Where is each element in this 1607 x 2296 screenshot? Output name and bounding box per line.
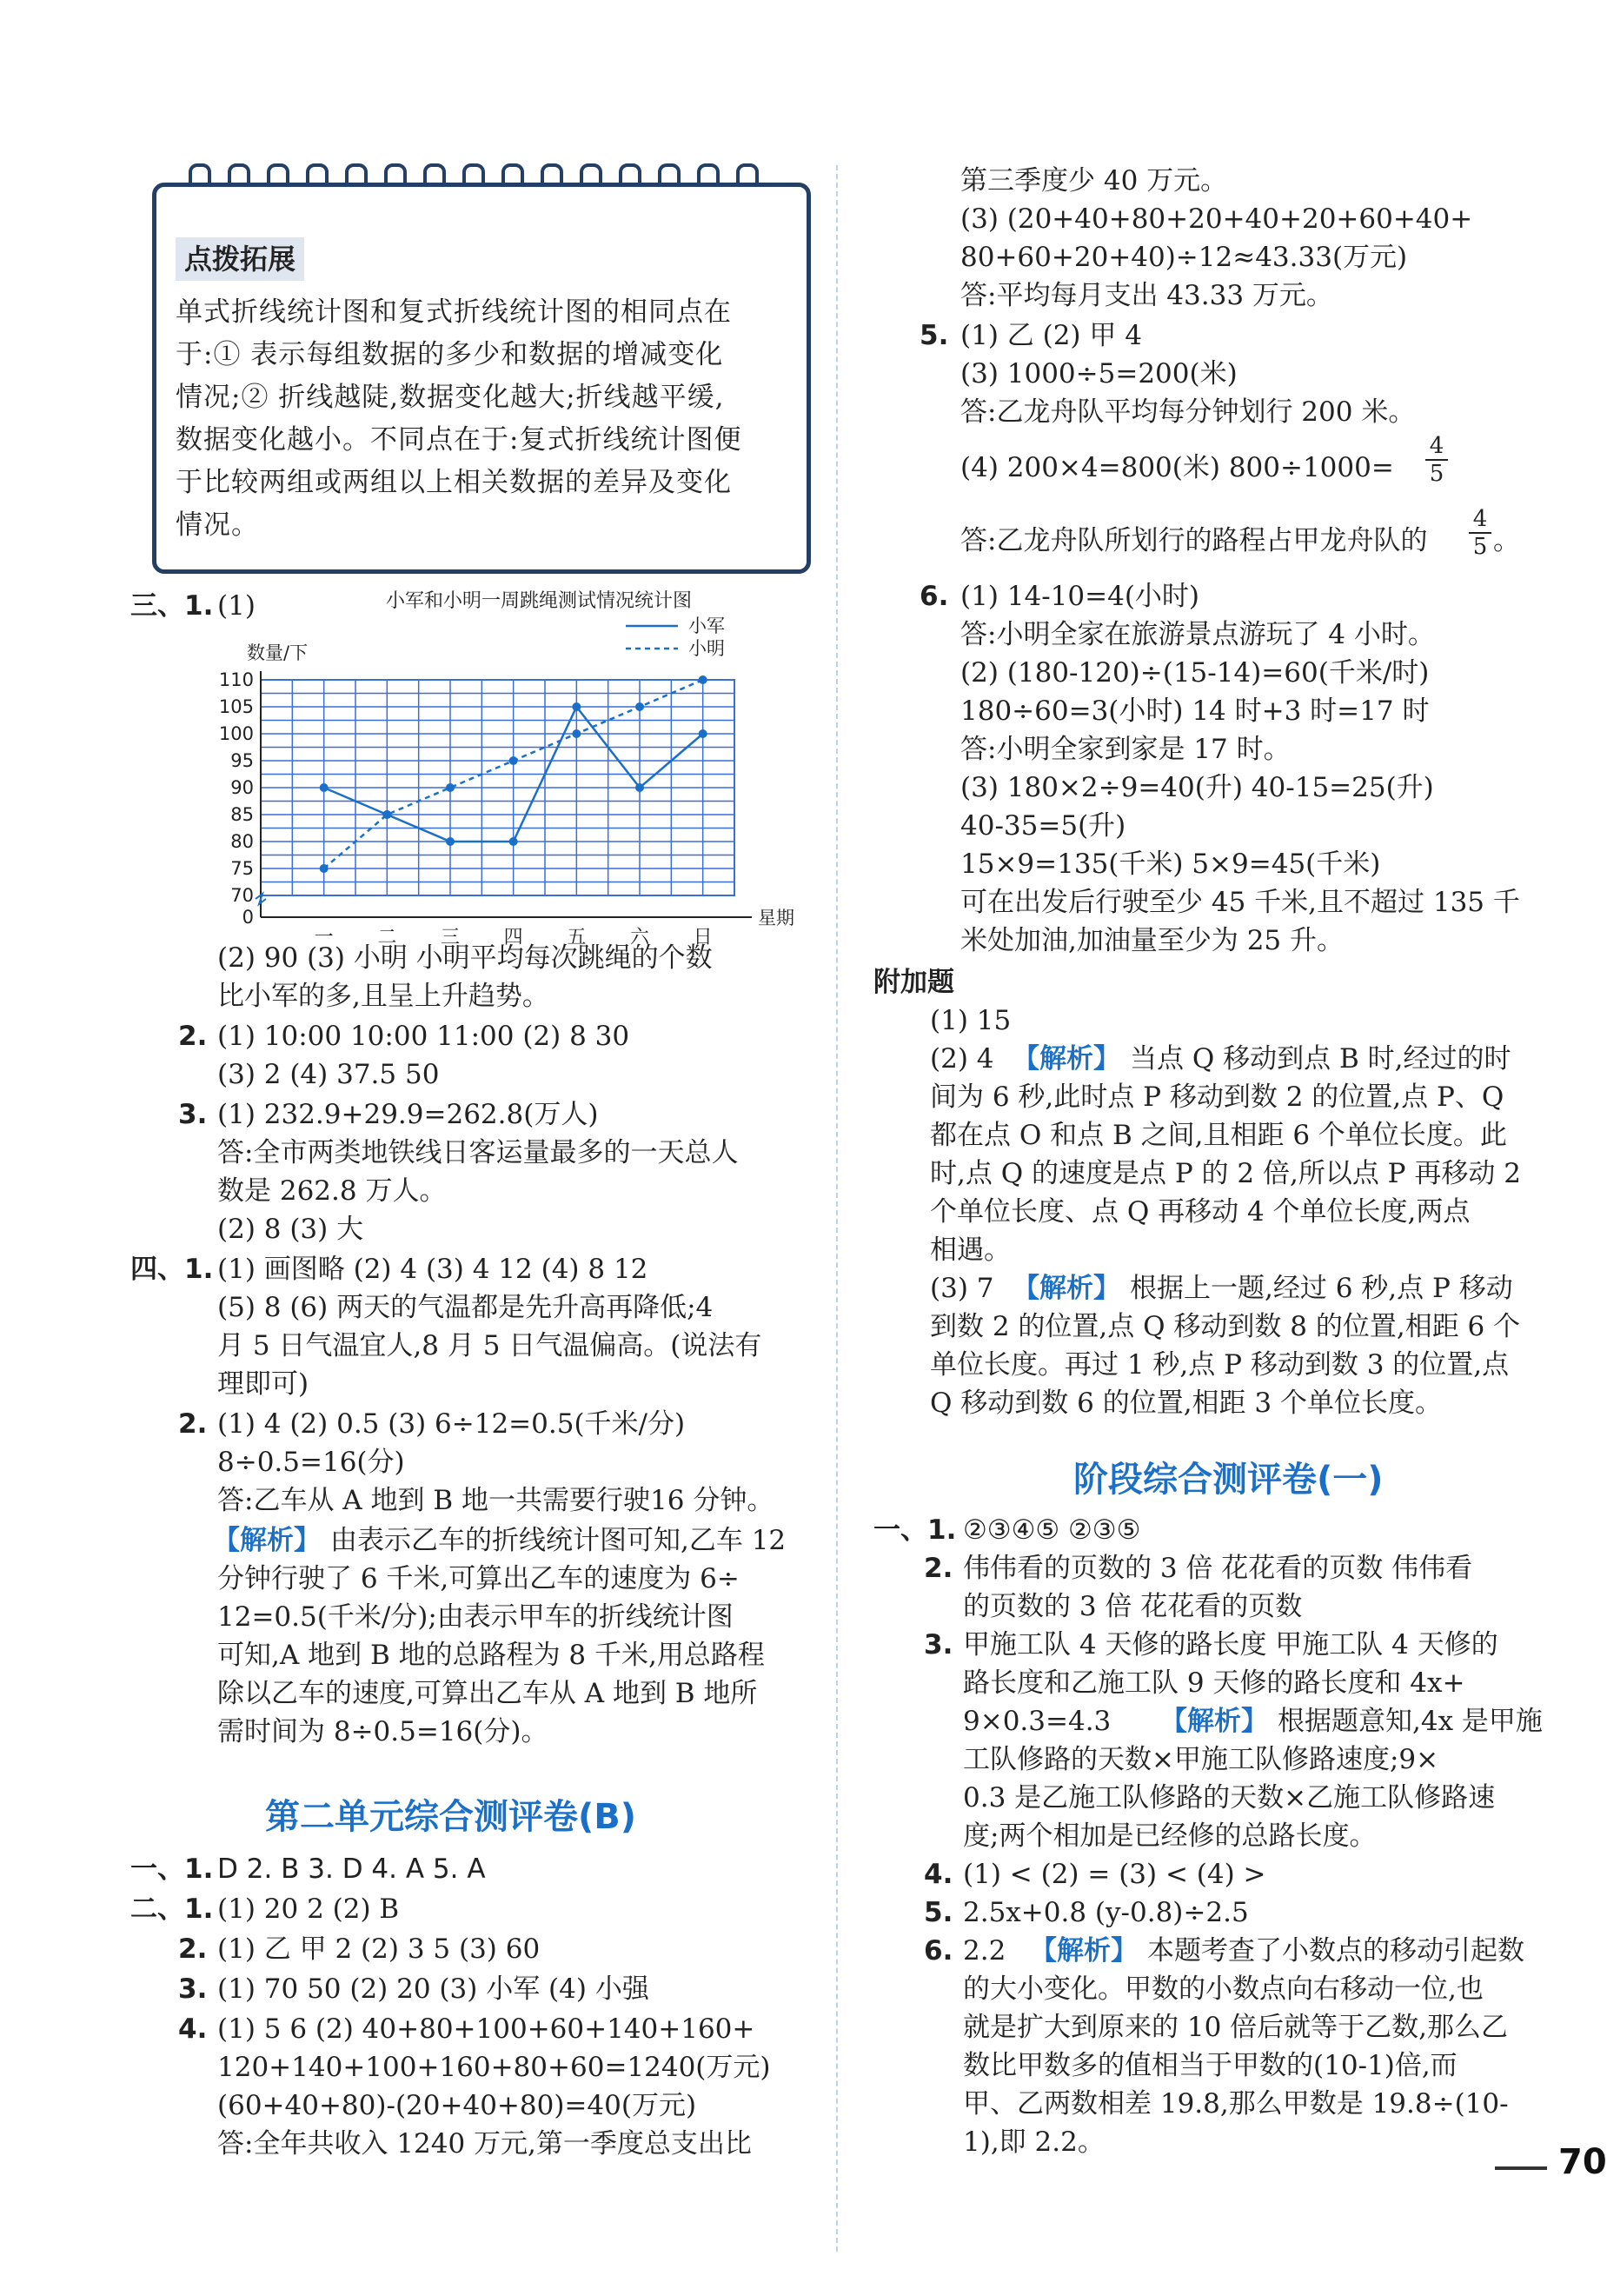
answer-text: 当点 Q 移动到点 B 时,经过的时	[1130, 1043, 1511, 1075]
answer-text: 就是扩大到原来的 10 倍后就等于乙数,那么乙	[963, 2012, 1509, 2043]
answer-text: 答:平均每月支出 43.33 万元。	[960, 280, 1333, 311]
question-number: 4.	[178, 2013, 208, 2045]
answer-text: 1),即 2.2。	[963, 2126, 1105, 2158]
answer-text: 路长度和乙施工队 9 天修的路长度和 4x+	[963, 1667, 1465, 1699]
chart-y-ticks	[219, 669, 254, 928]
question-number: 6.	[920, 581, 949, 612]
question-number: 三、1.	[130, 590, 214, 622]
analysis-tag: 【解析】	[1160, 1706, 1268, 1737]
answer-text: (1) 乙 (2) 甲 4	[960, 320, 1142, 351]
answer-text: 由表示乙车的折线统计图可知,乙车 12	[330, 1525, 787, 1556]
tip-line: 情况。	[176, 509, 259, 541]
analysis-tag: 【解析】	[1030, 1935, 1138, 1967]
answer-text: 答:乙龙舟队平均每分钟划行 200 米。	[960, 396, 1416, 428]
data-point	[635, 702, 644, 711]
legend-label: 小军	[688, 616, 725, 636]
y-tick-label: 95	[230, 750, 254, 771]
question-number: 2.	[178, 1933, 208, 1965]
answer-text: 。	[1493, 525, 1520, 556]
tip-box-title: 点拨拓展	[176, 237, 304, 281]
answer-text: (3) 180×2÷9=40(升) 40-15=25(升)	[960, 772, 1434, 803]
fraction-numerator: 4	[1425, 433, 1448, 461]
page-number: 70	[1558, 2142, 1607, 2182]
answer-text: 答:全市两类地铁线日客运量最多的一天总人	[217, 1137, 739, 1168]
y-tick-label: 110	[218, 669, 254, 690]
tip-line: 单式折线统计图和复式折线统计图的相同点在	[176, 296, 732, 328]
fraction	[1469, 506, 1491, 560]
answer-text: 甲、乙两数相差 19.8,那么甲数是 19.8÷(10-	[963, 2088, 1509, 2120]
data-point	[699, 729, 707, 738]
answer-text: (1) 乙 甲 2 (2) 3 5 (3) 60	[217, 1933, 541, 1965]
tip-line: 情况;② 折线越陡,数据变化越大;折线越平缓,	[176, 382, 725, 413]
tip-box	[152, 183, 811, 574]
question-number: 3.	[178, 1973, 208, 2005]
answer-text: 时,点 Q 的速度是点 P 的 2 倍,所以点 P 再移动 2	[930, 1158, 1521, 1189]
x-tick-label: 五	[567, 927, 587, 948]
answer-text: 9×0.3=4.3	[963, 1706, 1112, 1737]
answer-text: (1) 5 6 (2) 40+80+100+60+140+160+	[217, 2013, 755, 2045]
answer-text: 80+60+20+40)÷12≈43.33(万元)	[960, 242, 1408, 273]
answer-text: 40-35=5(升)	[960, 810, 1126, 842]
question-number: 3.	[178, 1099, 208, 1130]
question-number: 4.	[924, 1859, 953, 1890]
x-tick-label: 二	[377, 927, 397, 948]
data-point	[446, 837, 455, 846]
data-point	[699, 675, 707, 684]
answer-text: (3) (20+40+80+20+40+20+60+40+	[960, 203, 1473, 235]
data-point	[320, 783, 329, 792]
answer-text: 到数 2 的位置,点 Q 移动到数 8 的位置,相距 6 个	[930, 1311, 1521, 1342]
tip-line: 于比较两组或两组以上相关数据的差异及变化	[176, 467, 732, 498]
question-number: 3.	[924, 1629, 953, 1660]
answer-text: 理即可)	[217, 1368, 309, 1400]
answer-text: (2) 8 (3) 大	[217, 1214, 364, 1245]
answer-text: 可在出发后行驶至少 45 千米,且不超过 135 千	[960, 887, 1520, 918]
answer-text: 答:乙龙舟队所划行的路程占甲龙舟队的	[960, 525, 1428, 556]
answer-text: (3) 7	[930, 1273, 994, 1304]
answer-text: 2.2	[963, 1935, 1006, 1967]
answer-text: 的页数的 3 倍 花花看的页数	[963, 1591, 1303, 1622]
tip-line: 数据变化越小。不同点在于:复式折线统计图便	[176, 424, 742, 456]
x-tick-label: 四	[503, 927, 523, 948]
x-tick-label: 一	[314, 927, 334, 948]
answer-text: 个单位长度、点 Q 再移动 4 个单位长度,两点	[930, 1196, 1471, 1228]
chart-title: 小军和小明一周跳绳测试情况统计图	[385, 590, 693, 612]
answer-text: (2) 90 (3) 小明 小明平均每次跳绳的个数	[217, 942, 713, 974]
analysis-tag: 【解析】	[1013, 1043, 1120, 1075]
answer-text: 相遇。	[930, 1235, 1011, 1266]
answer-text: (1) 15	[930, 1005, 1012, 1036]
answer-text: 工队修路的天数×甲施工队修路速度;9×	[963, 1744, 1439, 1775]
extra-title: 附加题	[873, 967, 954, 998]
legend-label: 小明	[688, 638, 725, 659]
answer-text: 度;两个相加是已经修的总路长度。	[963, 1820, 1377, 1852]
fraction-denominator: 5	[1429, 461, 1444, 487]
answer-text: 分钟行驶了 6 千米,可算出乙车的速度为 6÷	[217, 1563, 740, 1594]
answer-text: 除以乙车的速度,可算出乙车从 A 地到 B 地所	[217, 1678, 758, 1709]
answer-text: (3) 1000÷5=200(米)	[960, 358, 1238, 389]
answer-text: (5) 8 (6) 两天的气温都是先升高再降低;4	[217, 1292, 714, 1323]
answer-text: 本题考查了小数点的移动引起数	[1147, 1935, 1524, 1967]
data-point	[382, 810, 391, 819]
answer-text: 月 5 日气温宜人,8 月 5 日气温偏高。(说法有	[217, 1330, 762, 1361]
answer-text: (1) 4 (2) 0.5 (3) 6÷12=0.5(千米/分)	[217, 1408, 686, 1440]
y-tick-label: 0	[242, 907, 254, 928]
y-tick-label: 75	[230, 858, 254, 879]
answer-text: 需时间为 8÷0.5=16(分)。	[217, 1716, 548, 1747]
question-number: 2.	[178, 1408, 208, 1440]
answer-text: 8÷0.5=16(分)	[217, 1447, 405, 1478]
question-number: 一、1.	[130, 1853, 214, 1885]
y-tick-label: 100	[218, 723, 254, 744]
tip-line: 于:① 表示每组数据的多少和数据的增减变化	[176, 339, 724, 370]
answer-text: 2.5x+0.8 (y-0.8)÷2.5	[963, 1897, 1249, 1928]
answer-text: 答:乙车从 A 地到 B 地一共需要行驶16 分钟。	[217, 1485, 774, 1516]
data-point	[509, 756, 518, 765]
answer-text: 单位长度。再过 1 秒,点 P 移动到数 3 的位置,点	[930, 1349, 1510, 1381]
answer-text: 第三季度少 40 万元。	[960, 165, 1228, 196]
x-tick-label: 日	[693, 927, 713, 948]
answer-text: (4) 200×4=800(米) 800÷1000=	[960, 452, 1394, 483]
answer-text: (1) 画图略 (2) 4 (3) 4 12 (4) 8 12	[217, 1254, 648, 1285]
page-number-bar	[1495, 2166, 1547, 2170]
answer-text: 15×9=135(千米) 5×9=45(千米)	[960, 849, 1381, 880]
answer-text: 比小军的多,且呈上升趋势。	[217, 981, 549, 1012]
question-number: 2.	[924, 1553, 953, 1584]
answer-text: 数是 262.8 万人。	[217, 1175, 447, 1207]
answer-text: 都在点 O 和点 B 之间,且相距 6 个单位长度。此	[930, 1120, 1507, 1151]
y-tick-label: 85	[230, 804, 254, 825]
answer-text: 答:全年共收入 1240 万元,第一季度总支出比	[217, 2128, 752, 2160]
analysis-tag: 【解析】	[213, 1525, 321, 1556]
answer-text: 米处加油,加油量至少为 25 升。	[960, 925, 1345, 956]
x-tick-label: 六	[629, 927, 650, 948]
data-point	[572, 702, 581, 711]
answer-text: 答:小明全家在旅游景点游玩了 4 小时。	[960, 619, 1435, 650]
analysis-tag: 【解析】	[1013, 1273, 1120, 1304]
chart-xlabel: 星期	[758, 908, 794, 928]
question-number: 四、1.	[130, 1254, 214, 1285]
answer-text: 根据题意知,4x 是甲施	[1278, 1706, 1543, 1737]
answer-text: (1)	[217, 590, 256, 622]
answer-text: (2) (180-120)÷(15-14)=60(千米/时)	[960, 657, 1430, 689]
chart-grid	[261, 680, 734, 895]
answer-text: 答:小明全家到家是 17 时。	[960, 734, 1291, 765]
chart-axes	[256, 671, 752, 917]
y-tick-label: 90	[230, 777, 254, 798]
answer-text: 180÷60=3(小时) 14 时+3 时=17 时	[960, 695, 1430, 727]
answer-text: (1) 14-10=4(小时)	[960, 581, 1200, 612]
answer-text: 数比甲数多的值相当于甲数的(10-1)倍,而	[963, 2050, 1458, 2081]
section-title: 第二单元综合测评卷(B)	[265, 1797, 637, 1837]
question-number: 5.	[924, 1897, 953, 1928]
answer-text: (3) 2 (4) 37.5 50	[217, 1059, 440, 1090]
answer-text: (1) < (2) = (3) < (4) >	[963, 1859, 1266, 1890]
data-point	[446, 783, 455, 792]
y-tick-label: 80	[230, 831, 254, 852]
fraction-denominator: 5	[1472, 534, 1488, 560]
data-point	[572, 729, 581, 738]
answer-text: 12=0.5(千米/分);由表示甲车的折线统计图	[217, 1601, 734, 1633]
answer-text: (2) 4	[930, 1043, 994, 1075]
chart-ylabel: 数量/下	[247, 642, 309, 663]
answer-text: (1) 70 50 (2) 20 (3) 小军 (4) 小强	[217, 1973, 649, 2005]
answer-text: (1) 20 2 (2) B	[217, 1893, 400, 1925]
answer-text: 间为 6 秒,此时点 P 移动到数 2 的位置,点 P、Q	[930, 1081, 1504, 1113]
answer-text: 0.3 是乙施工队修路的天数×乙施工队修路速	[963, 1782, 1496, 1814]
data-point	[320, 864, 329, 873]
question-number: 二、1.	[130, 1893, 214, 1925]
column-divider	[836, 165, 838, 2252]
line-chart	[209, 582, 817, 948]
fraction	[1425, 433, 1448, 487]
answer-text: Q 移动到数 6 的位置,相距 3 个单位长度。	[930, 1388, 1442, 1419]
data-point	[635, 783, 644, 792]
answer-text: 的大小变化。甲数的小数点向右移动一位,也	[963, 1973, 1484, 2005]
answer-text: ②③④⑤ ②③⑤	[963, 1514, 1141, 1546]
tip-box-text	[176, 291, 788, 547]
answer-text: (1) 10:00 10:00 11:00 (2) 8 30	[217, 1021, 630, 1052]
question-number: 一、1.	[873, 1514, 957, 1546]
chart-legend	[626, 616, 725, 659]
answer-text: 120+140+100+160+80+60=1240(万元)	[217, 2052, 771, 2083]
x-tick-label: 三	[440, 927, 461, 948]
answer-text: 甲施工队 4 天修的路长度 甲施工队 4 天修的	[963, 1629, 1498, 1660]
answer-text: 可知,A 地到 B 地的总路程为 8 千米,用总路程	[217, 1640, 765, 1671]
answer-text: 伟伟看的页数的 3 倍 花花看的页数 伟伟看	[963, 1553, 1473, 1584]
y-tick-label: 70	[230, 885, 254, 906]
y-tick-label: 105	[218, 696, 254, 717]
question-number: 2.	[178, 1021, 208, 1052]
answer-text: (60+40+80)-(20+40+80)=40(万元)	[217, 2090, 697, 2121]
question-number: 6.	[924, 1935, 953, 1967]
question-number: 5.	[920, 320, 949, 351]
answer-text: D 2. B 3. D 4. A 5. A	[217, 1853, 486, 1885]
fraction-numerator: 4	[1469, 506, 1491, 534]
section-title: 阶段综合测评卷(一)	[1073, 1460, 1384, 1500]
answer-text: 根据上一题,经过 6 秒,点 P 移动	[1130, 1273, 1513, 1304]
answer-text: (1) 232.9+29.9=262.8(万人)	[217, 1099, 599, 1130]
data-point	[509, 837, 518, 846]
